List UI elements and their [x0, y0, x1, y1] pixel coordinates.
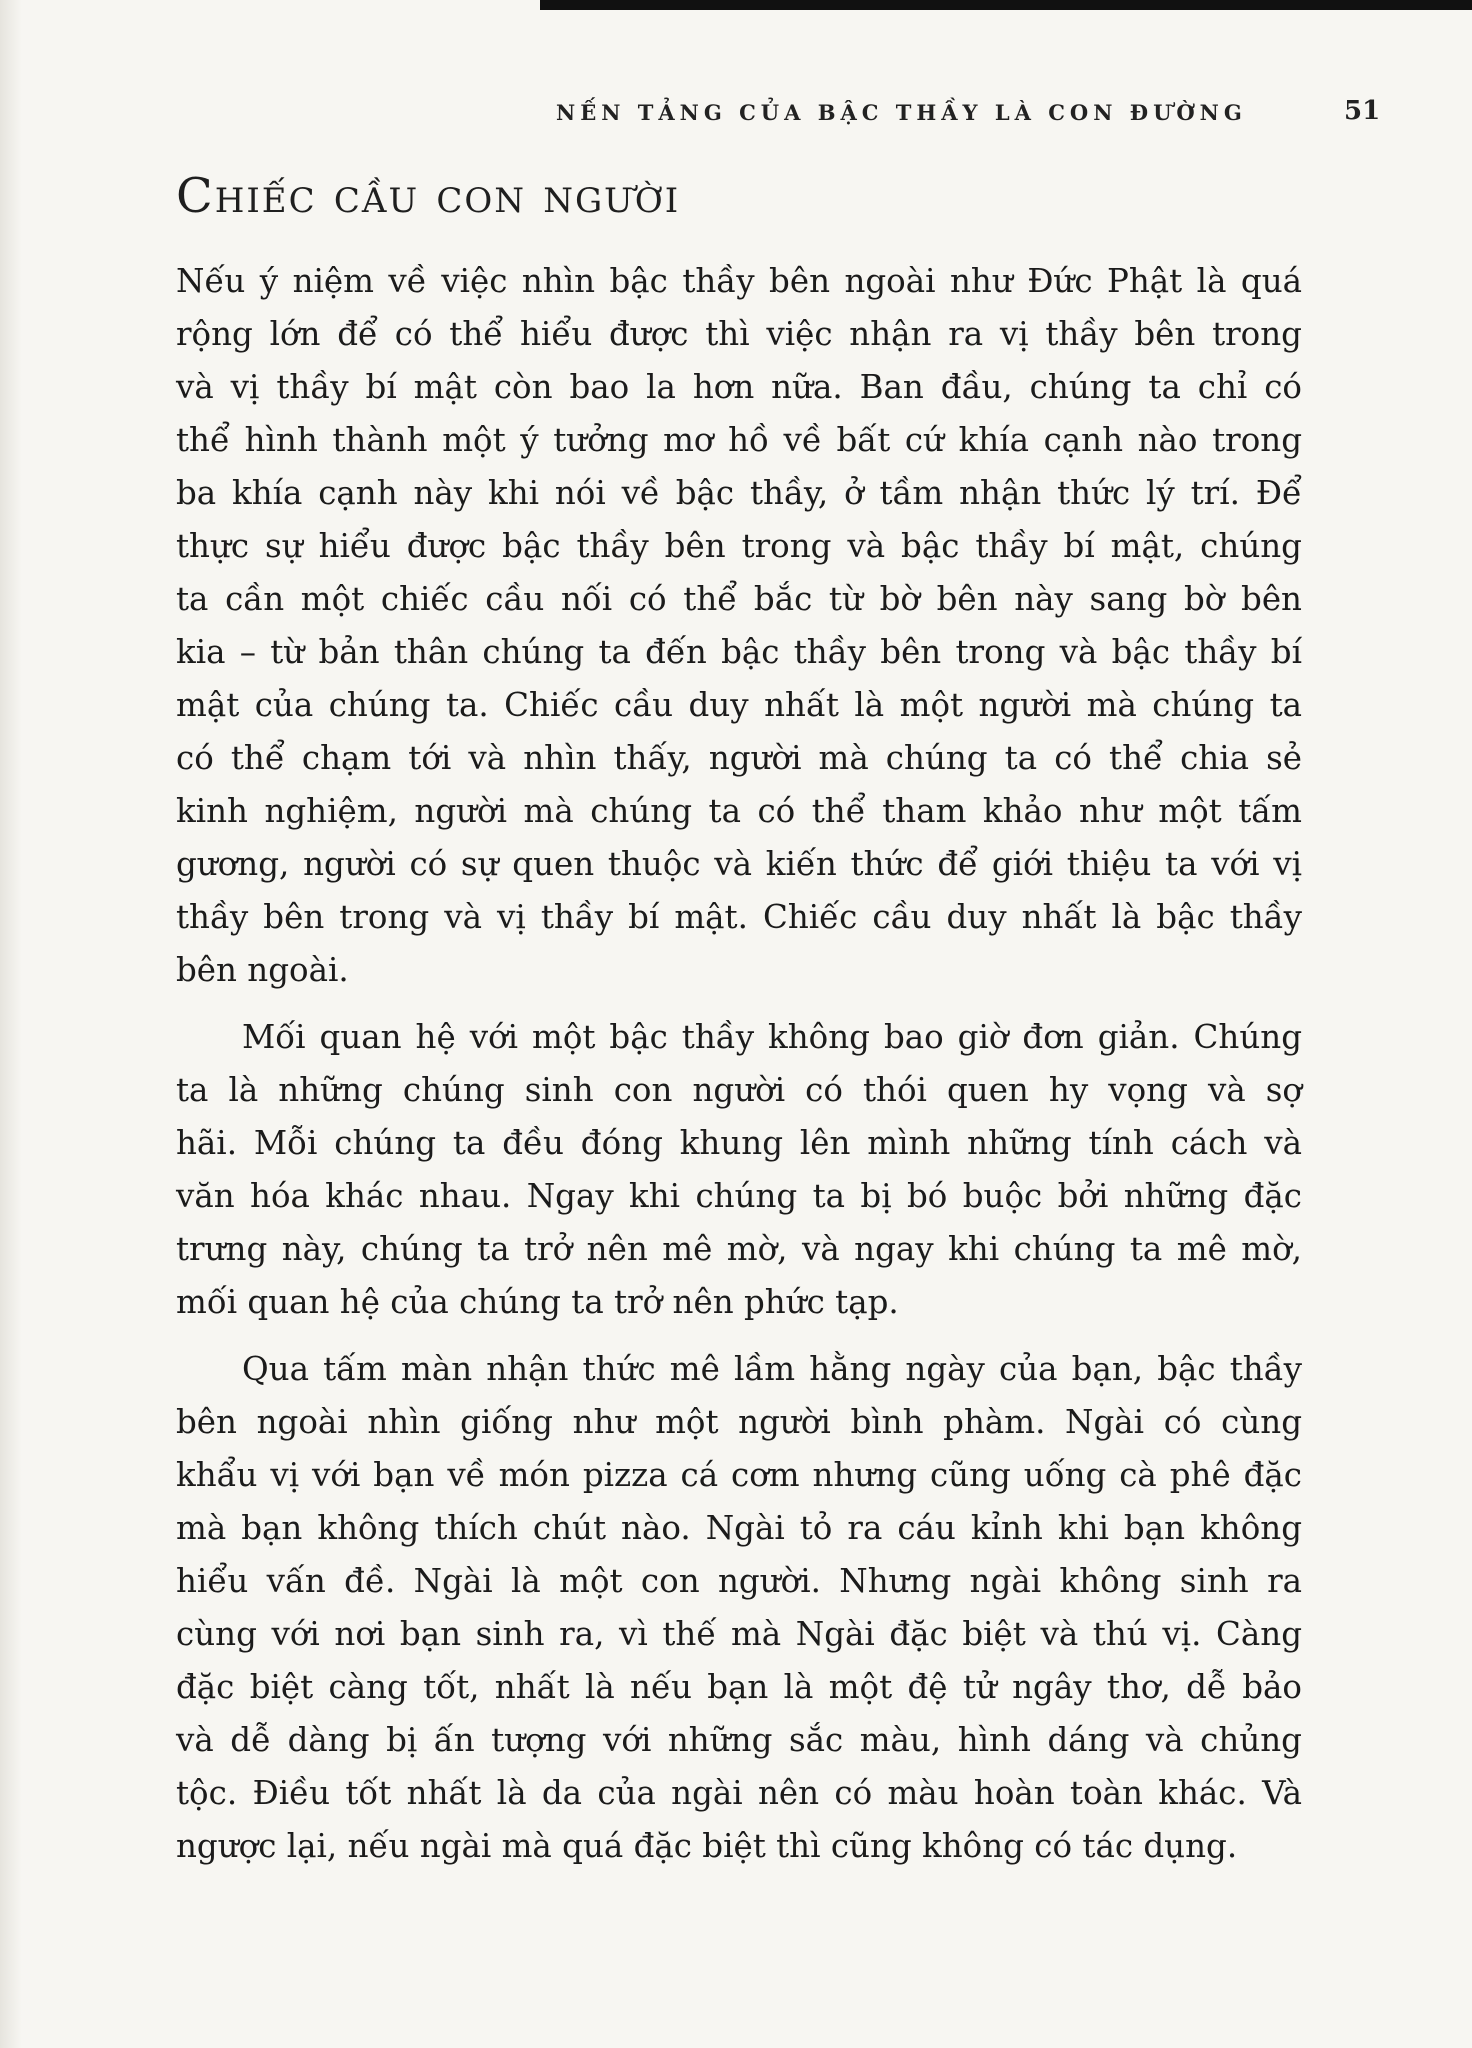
paragraph-3 [176, 1343, 1302, 1873]
paragraph-line: bên ngoài. [176, 951, 349, 989]
page-gutter-shadow [0, 0, 22, 2048]
paragraph-line: và vị thầy bí mật còn bao la hơn nữa. Ban đầu, chúng ta chỉ có [176, 368, 1302, 406]
paragraph-line: hiểu vấn đề. Ngài là một con người. Nhưng ngài không sinh ra [176, 1562, 1302, 1600]
paragraph-gap [176, 1329, 1302, 1343]
paragraph-line: thể hình thành một ý tưởng mơ hồ về bất cứ khía cạnh nào trong [176, 421, 1302, 459]
paragraph-line: ngược lại, nếu ngài mà quá đặc biệt thì cũng không có tác dụng. [176, 1827, 1238, 1865]
paragraph-line: gương, người có sự quen thuộc và kiến thức để giới thiệu ta với vị [176, 845, 1302, 883]
paragraph-line: văn hóa khác nhau. Ngay khi chúng ta bị bó buộc bởi những đặc [176, 1177, 1302, 1215]
page-top-edge [540, 0, 1472, 10]
paragraph-line: rộng lớn để có thể hiểu được thì việc nhận ra vị thầy bên trong [176, 315, 1302, 353]
page-number: 51 [1344, 96, 1381, 126]
paragraph-gap [176, 997, 1302, 1011]
paragraph-2 [176, 1011, 1302, 1329]
paragraph-line: ba khía cạnh này khi nói về bậc thầy, ở tầm nhận thức lý trí. Để [176, 474, 1302, 512]
paragraph-line: thầy bên trong và vị thầy bí mật. Chiếc cầu duy nhất là bậc thầy [176, 898, 1302, 936]
paragraph-line: Qua tấm màn nhận thức mê lầm hằng ngày của bạn, bậc thầy [242, 1350, 1302, 1388]
paragraph-line: kinh nghiệm, người mà chúng ta có thể tham khảo như một tấm [176, 792, 1302, 830]
running-head: NẾN TẢNG CỦA BẬC THẦY LÀ CON ĐƯỜNG [556, 100, 1247, 125]
paragraph-line: bên ngoài nhìn giống như một người bình phàm. Ngài có cùng [176, 1403, 1302, 1441]
paragraph-line: trưng này, chúng ta trở nên mê mờ, và ngay khi chúng ta mê mờ, [176, 1230, 1302, 1268]
section-title: Chiếc cầu con người [176, 168, 681, 224]
paragraph-line: mật của chúng ta. Chiếc cầu duy nhất là một người mà chúng ta [176, 686, 1302, 724]
paragraph-line: kia – từ bản thân chúng ta đến bậc thầy bên trong và bậc thầy bí [176, 633, 1302, 671]
paragraph-line: có thể chạm tới và nhìn thấy, người mà chúng ta có thể chia sẻ [176, 739, 1302, 777]
paragraph-line: ta là những chúng sinh con người có thói quen hy vọng và sợ [176, 1071, 1302, 1109]
paragraph-line: đặc biệt càng tốt, nhất là nếu bạn là một đệ tử ngây thơ, dễ bảo [176, 1668, 1302, 1706]
paragraph-line: Mối quan hệ với một bậc thầy không bao giờ đơn giản. Chúng [242, 1018, 1302, 1056]
body-text [176, 255, 1302, 1873]
paragraph-line: cùng với nơi bạn sinh ra, vì thế mà Ngài đặc biệt và thú vị. Càng [176, 1615, 1302, 1653]
paragraph-line: thực sự hiểu được bậc thầy bên trong và bậc thầy bí mật, chúng [176, 527, 1302, 565]
paragraph-line: mà bạn không thích chút nào. Ngài tỏ ra cáu kỉnh khi bạn không [176, 1509, 1302, 1547]
paragraph-line: ta cần một chiếc cầu nối có thể bắc từ bờ bên này sang bờ bên [176, 580, 1302, 618]
paragraph-line: và dễ dàng bị ấn tượng với những sắc màu, hình dáng và chủng [176, 1721, 1302, 1759]
paragraph-line: khẩu vị với bạn về món pizza cá cơm nhưng cũng uống cà phê đặc [176, 1456, 1302, 1494]
paragraph-line: mối quan hệ của chúng ta trở nên phức tạp. [176, 1283, 899, 1321]
paragraph-1 [176, 255, 1302, 997]
paragraph-line: Nếu ý niệm về việc nhìn bậc thầy bên ngoài như Đức Phật là quá [176, 262, 1302, 300]
paragraph-line: hãi. Mỗi chúng ta đều đóng khung lên mình những tính cách và [176, 1124, 1302, 1162]
paragraph-line: tộc. Điều tốt nhất là da của ngài nên có màu hoàn toàn khác. Và [176, 1774, 1302, 1812]
